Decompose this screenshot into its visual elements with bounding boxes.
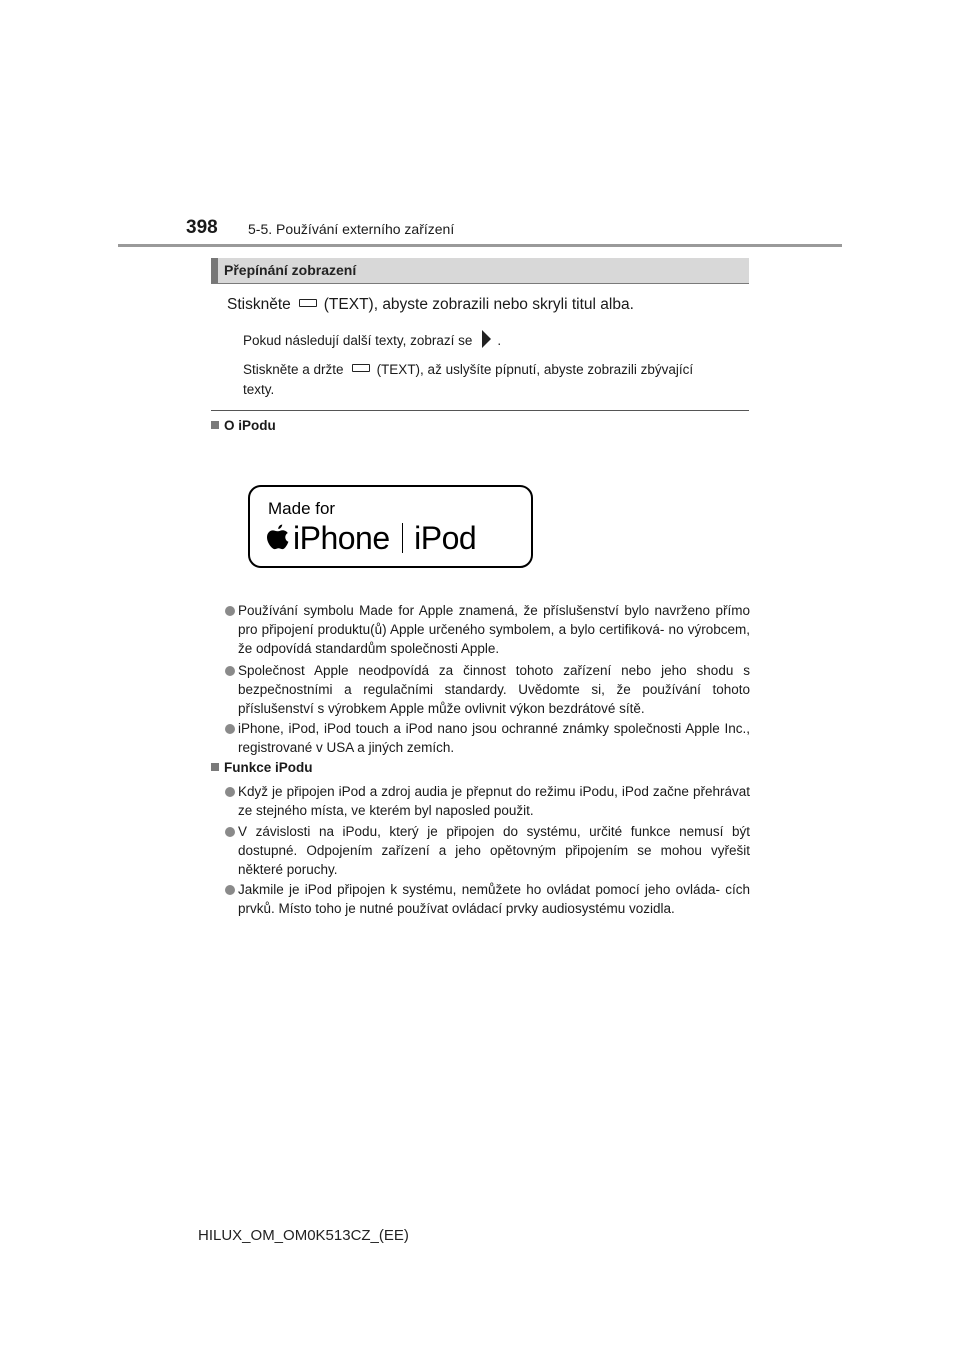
list-item [225, 719, 750, 757]
list-item [225, 822, 750, 879]
square-bullet-icon [211, 421, 219, 429]
list-item [225, 661, 750, 718]
section-path: 5-5. Používání externího zařízení [248, 221, 455, 237]
bullet-dot-icon [225, 885, 235, 895]
note2-text-before: Stiskněte a držte [243, 362, 344, 377]
note2-line2: texty. [243, 382, 275, 397]
note2-text-after: (TEXT), až uslyšíte pípnutí, abyste zobrazili zbývající [376, 362, 694, 377]
list-item [225, 782, 750, 820]
bullet-dot-icon [225, 787, 235, 797]
instruction-text-before: Stiskněte [227, 296, 291, 313]
badge-iphone: iPhone [293, 519, 390, 556]
note1-text-after: . [497, 333, 502, 348]
button-icon [352, 364, 370, 372]
bullet-dot-icon [225, 724, 235, 734]
section-heading-bar [211, 258, 218, 283]
instruction-line [227, 296, 634, 314]
page-number: 398 [186, 217, 218, 238]
subheading-ipod-functions-text: Funkce iPodu [224, 760, 313, 775]
badge-made-for: Made for [268, 499, 336, 518]
subheading-ipod-functions [211, 760, 313, 775]
bullet-dot-icon [225, 606, 235, 616]
subheading-about-ipod [211, 418, 276, 433]
list-item [225, 880, 750, 918]
bullet-dot-icon [225, 666, 235, 676]
list-item [225, 601, 750, 658]
badge-product-row [266, 518, 476, 558]
subheading-about-ipod-text: O iPodu [224, 418, 276, 433]
instruction-text-after: (TEXT), abyste zobrazili nebo skryli titul alba. [323, 296, 634, 313]
made-for-iphone-ipod-badge [248, 485, 533, 568]
section-heading-title: Přepínání zobrazení [224, 262, 357, 278]
footer-code: HILUX_OM_OM0K513CZ_(EE) [198, 1227, 409, 1244]
note-hold-button [243, 360, 748, 400]
list-item-text: Používání symbolu Made for Apple znamená, že příslušenství bylo navrženo přímo pro připojení produktu(ů) Apple určeného symbolem, a bylo certifiková- no výrobcem, že odpovídá standardům společnosti Apple. [238, 603, 750, 656]
apple-logo-icon [266, 523, 290, 553]
list-item-text: Když je připojen iPod a zdroj audia je přepnut do režimu iPodu, iPod začne přehrávat ze stejného místa, ve kterém byl naposled použit. [238, 784, 750, 818]
list-item-text: Společnost Apple neodpovídá za činnost tohoto zařízení nebo jeho shodu s bezpečnostními a regulačními standardy. Uvědomte si, že používání tohoto příslušenství s výrobkem Apple může ovlivnit výkon bezdrátové sítě. [238, 663, 750, 716]
header-rule [118, 244, 842, 247]
button-icon [299, 299, 317, 307]
section-divider [211, 410, 749, 411]
note-more-texts [243, 331, 501, 351]
badge-separator [402, 523, 404, 553]
note1-text-before: Pokud následují další texty, zobrazí se [243, 333, 473, 348]
list-item-text: Jakmile je iPod připojen k systému, nemůžete ho ovládat pomocí jeho ovláda- cích prvků. Místo toho je nutné používat ovládací prvky audiosystému vozidla. [238, 882, 750, 916]
list-item-text: iPhone, iPod, iPod touch a iPod nano jsou ochranné známky společnosti Apple Inc., registrované v USA a jiných zemích. [238, 721, 750, 755]
badge-ipod: iPod [414, 519, 477, 556]
square-bullet-icon [211, 763, 219, 771]
arrow-right-icon [482, 330, 491, 348]
list-item-text: V závislosti na iPodu, který je připojen do systému, určité funkce nemusí být dostupné. Odpojením zařízení a jeho opětovným připojením se mohou vyřešit některé poruchy. [238, 824, 750, 877]
section-heading [211, 258, 749, 284]
bullet-dot-icon [225, 827, 235, 837]
